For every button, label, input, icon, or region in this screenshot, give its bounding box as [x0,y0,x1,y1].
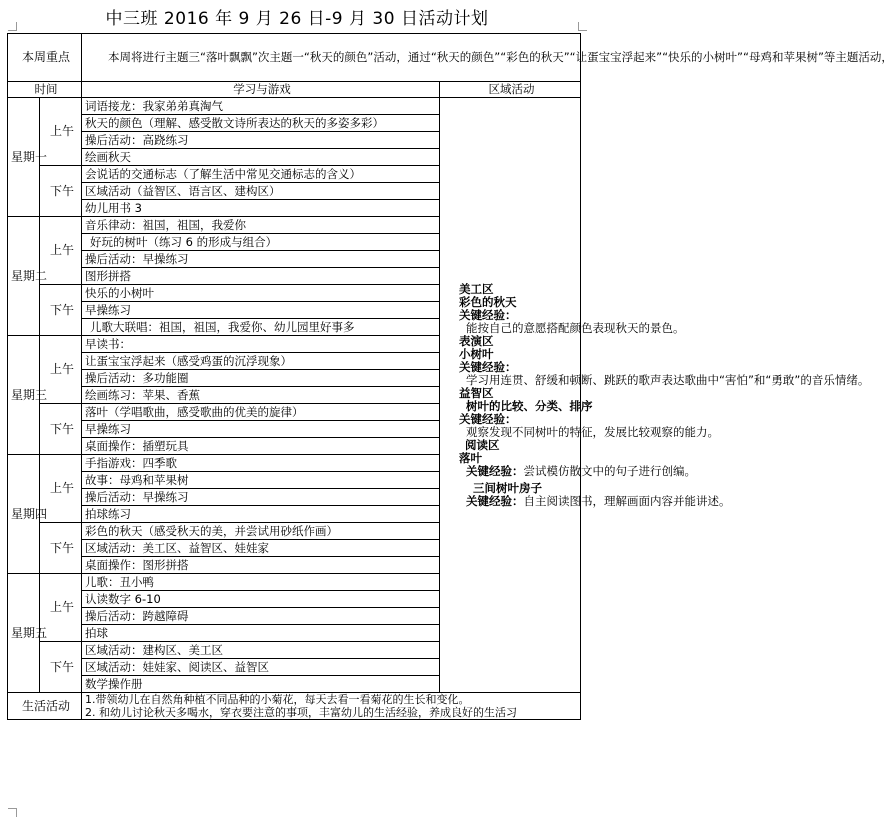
activity-item: 音乐律动：祖国，祖国，我爱你 [82,217,440,234]
day-label: 星期二 [8,217,40,336]
activity-item: 幼儿用书 3 [82,200,440,217]
key-experience-label: 关键经验： [459,307,517,322]
activity-item: 拍球练习 [82,506,440,523]
key-experience-text [443,463,697,478]
weekly-focus-row [8,34,581,82]
activity-item: 故事：母鸡和苹果树 [82,472,440,489]
key-experience-label: 关键经验： [466,493,524,508]
key-experience-label: 关键经验： [459,359,517,374]
area-title: 益智区 [459,385,494,400]
area-subtitle: 彩色的秋天 [459,294,517,309]
time-header: 时间 [8,82,82,98]
activity-item: 让蛋宝宝浮起来（感受鸡蛋的沉浮现象） [82,353,440,370]
activity-item: 早操练习 [82,302,440,319]
area-subtitle: 树叶的比较、分类、排序 [466,398,593,413]
activity-item: 区域活动：建构区、美工区 [82,642,440,659]
activity-item: 好玩的树叶（练习 6 的形成与组合） [82,234,440,251]
area-title: 阅读区 [465,437,500,452]
activity-item: 操后活动：跨越障碍 [82,608,440,625]
period-label: 上午 [40,455,82,523]
activity-item: 操后活动：早操练习 [82,489,440,506]
activity-item: 区域活动（益智区、语言区、建构区） [82,183,440,200]
activity-item: 会说话的交通标志（了解生活中常见交通标志的含义） [82,166,440,183]
activity-item: 数学操作册 [82,676,440,693]
period-label: 下午 [40,642,82,693]
margin-mark-top-right [578,22,587,31]
activity-item: 早操练习 [82,421,440,438]
margin-mark-top-left [8,22,17,31]
activity-item: 绘画秋天 [82,149,440,166]
period-label: 下午 [40,285,82,336]
area-subtitle: 小树叶 [459,346,494,361]
period-label: 上午 [40,574,82,642]
area-title: 美工区 [459,281,494,296]
period-label: 上午 [40,336,82,404]
period-label: 下午 [40,404,82,455]
key-experience-text: 学习用连贯、舒缓和顿断、跳跃的歌声表达歌曲中“害怕”和“勇敢”的音乐情绪。 [466,372,870,387]
day-label: 星期四 [8,455,40,574]
activity-item: 操后活动：高跷练习 [82,132,440,149]
header-row [8,82,581,98]
activity-item: 快乐的小树叶 [82,285,440,302]
key-experience-text: 能按自己的意愿搭配颜色表现秋天的景色。 [466,320,685,335]
activity-item: 早读书： [82,336,440,353]
key-experience-detail: 自主阅读图书，理解画面内容并能讲述。 [523,493,731,508]
area-header: 区域活动 [440,82,581,98]
area-title: 表演区 [459,333,494,348]
activity-item: 认读数字 6-10 [82,591,440,608]
weekly-focus-text: 本周将进行主题三“落叶飘飘”次主题一“秋天的颜色”活动，通过“秋天的颜色”“彩色的秋天”“让蛋宝宝浮起来”“快乐的小树叶”“母鸡和苹果树”等主题活动， [82,34,581,82]
weekly-focus-label: 本周重点 [8,34,82,82]
life-activities-row [8,693,581,720]
activity-item: 落叶（学唱歌曲，感受歌曲的优美的旋律） [82,404,440,421]
life-activities-cell [82,693,581,720]
activity-item: 手指游戏：四季歌 [82,455,440,472]
activity-item: 操后活动：早操练习 [82,251,440,268]
period-label: 上午 [40,217,82,285]
table-row [8,98,581,115]
life-activities-label: 生活活动 [8,693,82,720]
margin-mark-bottom-left [8,808,17,817]
key-experience-text: 观察发现不同树叶的特征，发展比较观察的能力。 [466,424,720,439]
activity-item: 区域活动：娃娃家、阅读区、益智区 [82,659,440,676]
life-activity-item: 1.带领幼儿在自然角种植不同品种的小菊花，每天去看一看菊花的生长和变化。 [85,693,470,706]
period-label: 上午 [40,98,82,166]
activity-item: 拍球 [82,625,440,642]
activity-item: 儿歌：丑小鸭 [82,574,440,591]
activities-header: 学习与游戏 [82,82,440,98]
day-label: 星期五 [8,574,40,693]
activity-item: 图形拼搭 [82,268,440,285]
activity-item: 秋天的颜色（理解、感受散文诗所表达的秋天的多姿多彩） [82,115,440,132]
activity-item: 桌面操作：插塑玩具 [82,438,440,455]
day-label: 星期一 [8,98,40,217]
life-activity-item: 2. 和幼儿讨论秋天多喝水，穿衣要注意的事项，丰富幼儿的生活经验，养成良好的生活习 [85,706,518,719]
period-label: 下午 [40,166,82,217]
page-title: 中三班 2016 年 9 月 26 日-9 月 30 日活动计划 [105,9,489,29]
key-experience-label: 关键经验： [466,463,524,478]
area-title: 三间树叶房子 [473,480,543,495]
activity-item: 桌面操作：图形拼搭 [82,557,440,574]
activity-item: 儿歌大联唱：祖国，祖国，我爱你、幼儿园里好事多 [82,319,440,336]
key-experience-detail: 尝试模仿散文中的句子进行创编。 [523,463,697,478]
activity-item: 操后活动：多功能圈 [82,370,440,387]
area-subtitle: 落叶 [459,450,483,465]
area-activities-cell [440,98,870,693]
activity-item: 词语接龙：我家弟弟真淘气 [82,98,440,115]
key-experience-label: 关键经验： [459,411,517,426]
day-label: 星期三 [8,336,40,455]
activity-item: 区域活动：美工区、益智区、娃娃家 [82,540,440,557]
weekly-plan-table [7,33,893,720]
period-label: 下午 [40,523,82,574]
key-experience-text [443,493,731,508]
activity-item: 彩色的秋天（感受秋天的美，并尝试用砂纸作画） [82,523,440,540]
activity-item: 绘画练习：苹果、香蕉 [82,387,440,404]
